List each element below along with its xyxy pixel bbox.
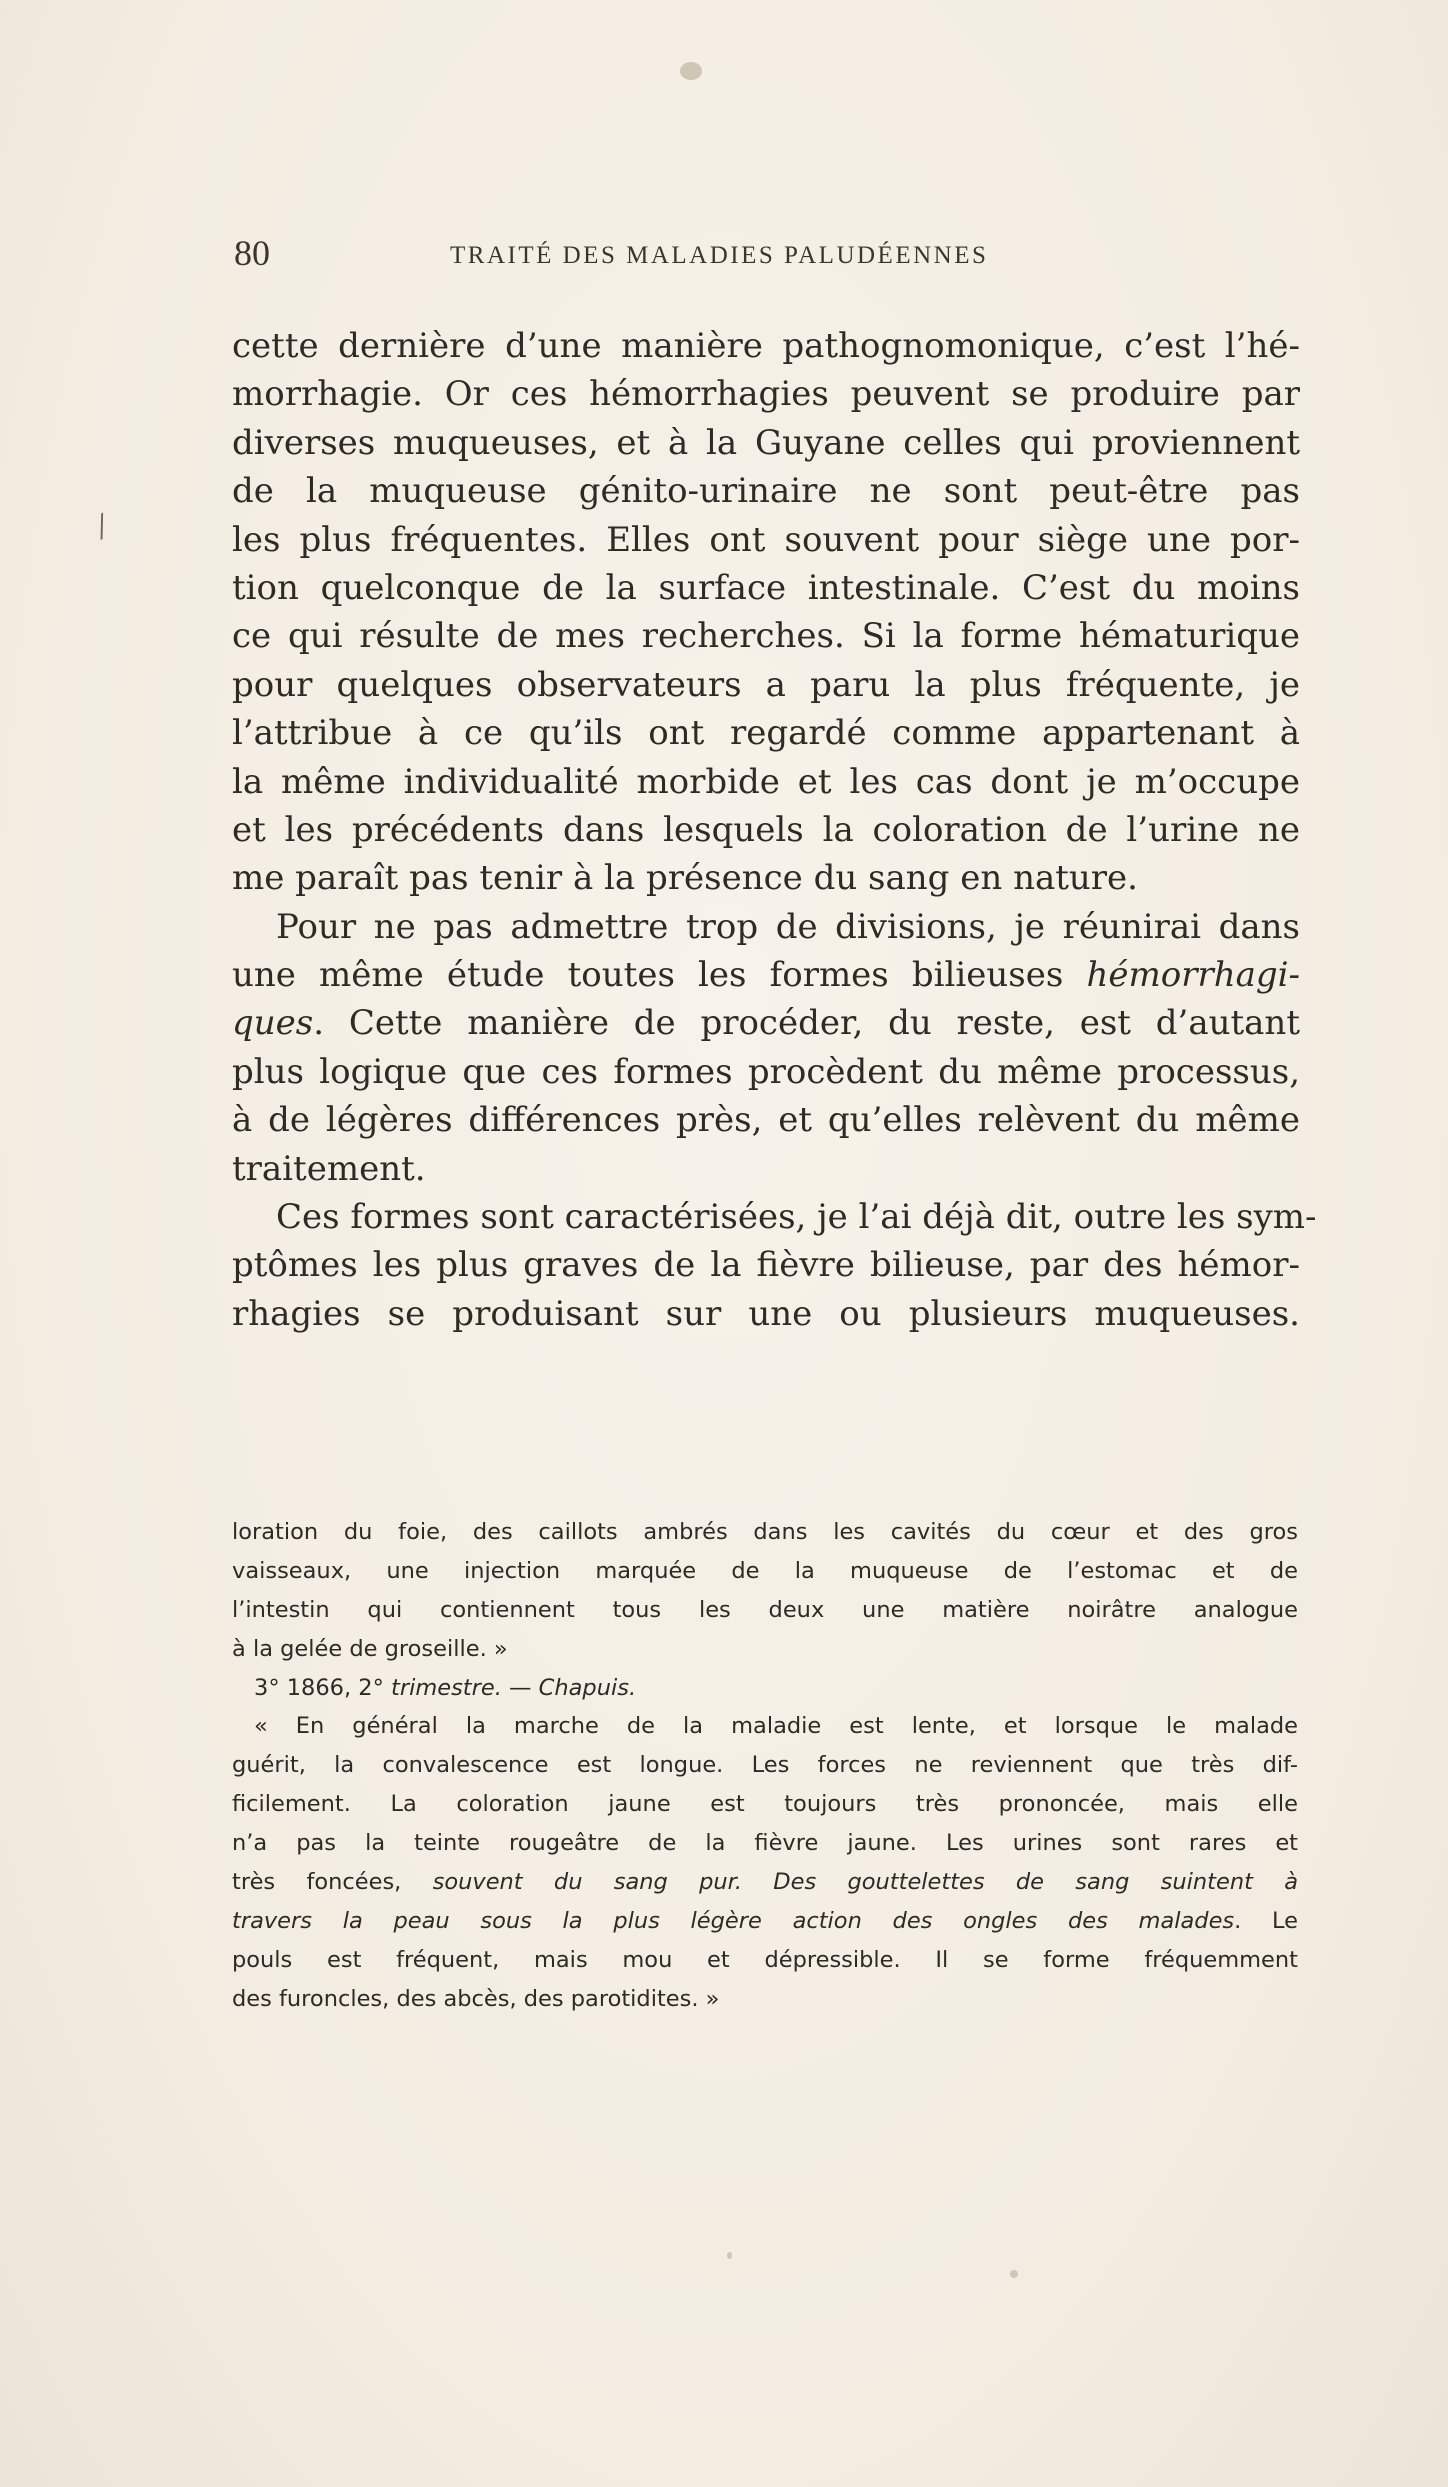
page-header — [234, 232, 1134, 282]
italic-quote: souvent du sang pur. Des gouttelettes de sang suintent à — [432, 1869, 1298, 1896]
page-number: 80 — [234, 233, 270, 273]
footnote-line: « En général la marche de la maladie est lente, et lorsque le malade — [254, 1713, 1298, 1740]
text-line: de la muqueuse génito-urinaire ne sont peut-être pas — [232, 471, 1300, 512]
footnote-line: vaisseaux, une injection marquée de la muqueuse de l’estomac et de — [232, 1557, 1298, 1584]
text-line: plus logique que ces formes procèdent du même processus, — [232, 1051, 1300, 1092]
text-span: . Le — [1234, 1907, 1298, 1934]
paper-stain — [1010, 2270, 1018, 2278]
italic-term: ques — [232, 1003, 314, 1044]
text-line: la même individualité morbide et les cas dont je m’occupe — [232, 761, 1300, 802]
text-line: morrhagie. Or ces hémorrhagies peuvent se produire par — [232, 374, 1300, 415]
text-span: 3° 1866, 2° — [254, 1674, 391, 1701]
footnote-line: des furoncles, des abcès, des parotidites. » — [232, 1985, 720, 2012]
text-span: très foncées, — [232, 1869, 433, 1896]
text-line: traitement. — [232, 1148, 426, 1189]
text-line: pour quelques observateurs a paru la plus fréquente, je — [232, 664, 1300, 705]
text-line: ptômes les plus graves de la fièvre bilieuse, par des hémor- — [232, 1245, 1300, 1286]
footnote-source-line — [232, 1669, 1298, 1708]
italic-quote: travers la peau sous la plus légère action des ongles des malades — [232, 1907, 1235, 1934]
text-line: diverses muqueuses, et à la Guyane celles qui proviennent — [232, 422, 1300, 463]
text-span: . Cette manière de procéder, du reste, est d’autant — [313, 1003, 1300, 1044]
text-line: rhagies se produisant sur une ou plusieurs muqueuses. — [232, 1293, 1300, 1334]
footnote-line: guérit, la convalescence est longue. Les forces ne reviennent que très dif- — [232, 1752, 1298, 1779]
text-line: ce qui résulte de mes recherches. Si la forme hématurique — [232, 616, 1300, 657]
italic-source: trimestre. — Chapuis. — [391, 1674, 637, 1701]
text-line: et les précédents dans lesquels la coloration de l’urine ne — [232, 809, 1300, 850]
footnote-line: ficilement. La coloration jaune est toujours très prononcée, mais elle — [232, 1791, 1298, 1818]
footnote-line: n’a pas la teinte rougeâtre de la fièvre jaune. Les urines sont rares et — [232, 1830, 1298, 1857]
footnote-line: loration du foie, des caillots ambrés dans les cavités du cœur et des gros — [232, 1519, 1298, 1545]
text-line: cette dernière d’une manière pathognomonique, c’est l’hé- — [232, 326, 1300, 366]
italic-term: hémorrhagi- — [1086, 955, 1300, 996]
text-line — [232, 951, 1300, 999]
text-line — [232, 999, 1300, 1047]
paragraph-start-line: Pour ne pas admettre trop de divisions, je réunirai dans — [276, 906, 1300, 947]
footnote-block — [232, 1513, 1298, 2019]
paragraph-start-line: Ces formes sont caractérisées, je l’ai déjà dit, outre les sym- — [276, 1197, 1317, 1238]
main-text — [232, 322, 1317, 1338]
footnote-line — [232, 1863, 1298, 1902]
footnote-line: à la gelée de groseille. » — [232, 1635, 508, 1662]
footnote-line: pouls est fréquent, mais mou et dépressible. Il se forme fréquemment — [232, 1946, 1298, 1973]
footnote-line — [232, 1902, 1298, 1941]
margin-pencil-mark: ⁄ — [91, 511, 114, 544]
text-span: une même étude toutes les formes bilieuses — [232, 955, 1087, 996]
text-line: à de légères différences près, et qu’elles relèvent du même — [232, 1100, 1300, 1141]
footnote-line: l’intestin qui contiennent tous les deux une matière noirâtre analogue — [232, 1596, 1298, 1623]
running-title: TRAITÉ DES MALADIES PALUDÉENNES — [450, 242, 989, 269]
text-line: l’attribue à ce qu’ils ont regardé comme appartenant à — [232, 713, 1300, 754]
text-line: me paraît pas tenir à la présence du sang en nature. — [232, 858, 1138, 899]
text-line: les plus fréquentes. Elles ont souvent pour siège une por- — [232, 519, 1300, 560]
paper-stain — [727, 2252, 732, 2259]
text-line: tion quelconque de la surface intestinale. C’est du moins — [232, 567, 1300, 608]
paper-stain — [680, 62, 702, 80]
